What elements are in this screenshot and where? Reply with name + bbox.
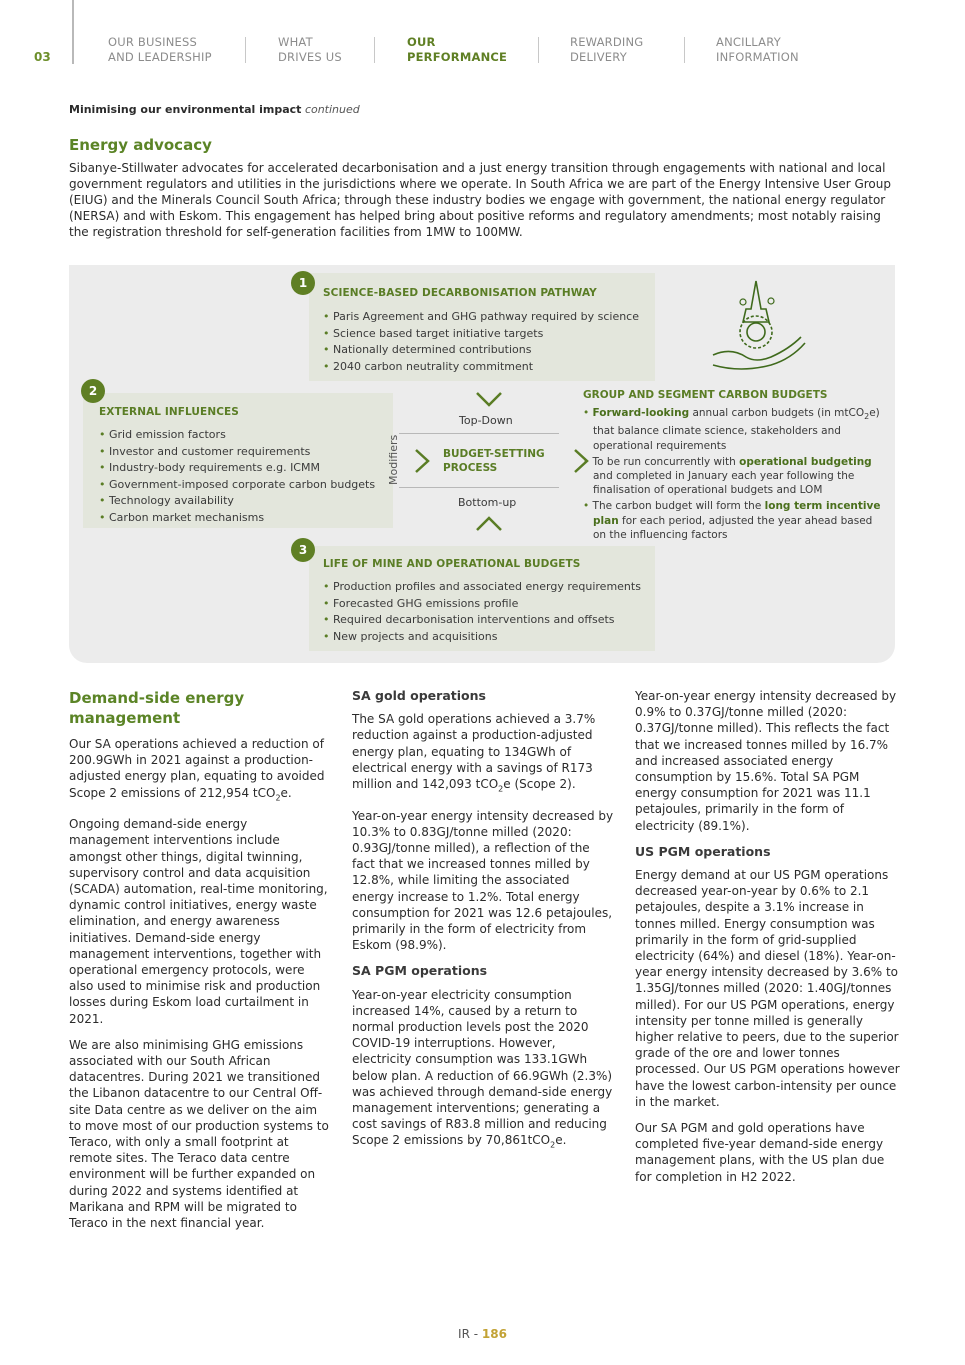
box3-item: • Forecasted GHG emissions profile	[323, 596, 641, 613]
nav-separator	[245, 37, 246, 63]
column-demand-side	[69, 688, 331, 1241]
box1-item: • Paris Agreement and GHG pathway required by science	[323, 309, 639, 326]
box3-item: • Production profiles and associated energy requirements	[323, 579, 641, 596]
box-science-based-pathway	[309, 273, 655, 381]
breadcrumb	[69, 103, 360, 116]
chevron-right-icon	[413, 447, 431, 475]
box1-title: SCIENCE-BASED DECARBONISATION PATHWAY	[323, 287, 597, 299]
breadcrumb-continued: continued	[304, 103, 360, 116]
box3-item: • New projects and acquisitions	[323, 629, 641, 646]
text: e (Scope 2).	[503, 777, 576, 792]
text: Our SA operations achieved a reduction of 200.9GWh in 2021 against a production-adjusted energy plan, equating to avoided Scope 2 emissions of 212,954 tCO	[69, 737, 325, 800]
nav-rewarding-delivery[interactable]	[570, 35, 643, 65]
header-divider-line	[72, 0, 74, 64]
box2-title: EXTERNAL INFLUENCES	[99, 406, 239, 418]
paragraph: Energy demand at our US PGM operations decreased year-on-year by 0.6% to 2.1 petajoules, despite a 3.1% increase in tonnes milled. Energy consumption was primarily in the form of grid-supplied electricity (64%) and diesel (18%). Year-on-year energy intensity decreased by 3.6% to 1.35GJ/tonnes milled (2020: 1.40GJ/tonnes milled). For our US PGM operations, energy intensity per tonne milled is generally higher relative to peers, due to the superior grade of the ore and lower tonnes processed. Our US PGM operations however have the lowest carbon-intensity per ounce in the market.	[635, 868, 900, 1109]
box2-item: • Investor and customer requirements	[99, 444, 375, 461]
paragraph	[352, 987, 614, 1154]
item-bold: Forward-looking	[592, 407, 690, 419]
item-text: for each period, adjusted the year ahead based on the influencing factors	[593, 514, 873, 541]
divider	[399, 487, 559, 488]
nav-label-line2: DRIVES US	[278, 50, 342, 64]
nav-label-line1: ANCILLARY	[716, 35, 781, 49]
sa-gold-heading: SA gold operations	[352, 688, 486, 703]
text: e.	[555, 1133, 567, 1148]
box1-list	[323, 309, 639, 375]
budget-item	[583, 499, 883, 542]
nav-our-performance[interactable]	[407, 35, 507, 65]
paragraph: Year-on-year energy intensity decreased by 0.9% to 0.37GJ/tonne milled (2020: 0.37GJ/tonne milled). This reflects the fact that we increased tonnes milled by 16.7% and increased associated energy consumption by 15.6%. Total SA PGM energy consumption for 2021 was 11.1 petajoules, primarily in the form of electricity (89.1%).	[635, 689, 897, 833]
box3-item: • Required decarbonisation interventions and offsets	[323, 612, 641, 629]
item-text: e) that balance climate science, stakeholders and operational requirements	[593, 407, 880, 452]
nav-label-line1: REWARDING	[570, 35, 644, 49]
box3-title: LIFE OF MINE AND OPERATIONAL BUDGETS	[323, 558, 581, 570]
box3-list	[323, 579, 641, 645]
budget-item	[583, 406, 883, 453]
box2-item: • Government-imposed corporate carbon budgets	[99, 477, 375, 494]
group-segment-budgets-title: GROUP AND SEGMENT CARBON BUDGETS	[583, 389, 828, 401]
box-life-of-mine-budgets	[309, 546, 655, 651]
step-number-3: 3	[291, 538, 315, 562]
nav-what-drives-us[interactable]	[278, 35, 342, 65]
budget-setting-process-label	[443, 447, 545, 475]
paragraph	[69, 736, 331, 806]
nav-label-line1: OUR	[407, 35, 436, 49]
energy-advocacy-heading: Energy advocacy	[69, 136, 212, 154]
item-bold: long term incentive plan	[593, 500, 881, 527]
carbon-budget-diagram	[69, 265, 895, 663]
page-footer	[0, 1327, 965, 1341]
divider	[399, 433, 559, 434]
chevron-down-icon	[474, 390, 504, 410]
process-line2: PROCESS	[443, 462, 498, 474]
sub: 2	[275, 793, 281, 802]
footer-page-number: 186	[481, 1327, 507, 1341]
nav-label-line1: OUR BUSINESS	[108, 35, 197, 49]
item-text: To be run concurrently with	[592, 455, 740, 468]
budget-item	[583, 455, 883, 498]
box1-item: • Nationally determined contributions	[323, 342, 639, 359]
item-text: The carbon budget will form the	[592, 500, 765, 513]
item-text: and completed in January each year following the finalisation of operational budgets and LOM	[593, 469, 855, 497]
step-number-2: 2	[81, 379, 105, 403]
box1-item: • Science based target initiative targets	[323, 326, 639, 343]
paragraph: Year-on-year energy intensity decreased by 10.3% to 0.83GJ/tonne milled (2020: 0.93GJ/tonne milled), a reflection of the fact that we increased tonnes milled by 12.8%, while limiting the associated energy increase to 1.2%. Total energy consumption for 2021 was 12.6 petajoules, primarily in the form of electricity from Eskom (98.9%).	[352, 808, 614, 953]
box2-item: • Grid emission factors	[99, 427, 375, 444]
chevron-up-icon	[474, 513, 504, 533]
sub: 2	[550, 1140, 556, 1150]
box2-list	[99, 427, 375, 527]
text: e.	[280, 785, 292, 800]
column-us-operations	[635, 688, 900, 1195]
breadcrumb-section: Minimising our environmental impact	[69, 103, 302, 116]
paragraph: Our SA PGM and gold operations have completed five-year demand-side energy management plans, with the US plan due for completion in H2 2022.	[635, 1121, 885, 1184]
footer-prefix: IR -	[458, 1327, 482, 1341]
box2-item: • Industry-body requirements e.g. ICMM	[99, 460, 375, 477]
text: The SA gold operations achieved a 3.7% reduction against a production-adjusted energy plan, equating to 134GWh of electrical energy with a savings of R173 million and 142,093 tCO	[352, 712, 596, 792]
step-number-1: 1	[291, 271, 315, 295]
sa-pgm-heading: SA PGM operations	[352, 963, 488, 979]
sub: 2	[498, 784, 504, 794]
paragraph: We are also minimising GHG emissions associated with our South African datacentres. During 2021 we transitioned the Libanon datacentre to our Central Off-site Data centre as we deliver on the aim to move most of our production systems to Teraco, with only a small footprint at remote sites. The Teraco data centre environment will be further expanded on during 2022 and systems identified at Marikana and RPM will be migrated to Teraco in the next financial year.	[69, 1037, 329, 1231]
modifiers-label: Modifiers	[387, 434, 400, 485]
nav-our-business[interactable]	[108, 35, 212, 65]
globe-hands-eiffel-tower-icon	[701, 277, 811, 377]
demand-side-heading: Demand-side energy management	[69, 689, 245, 727]
item-bold: operational budgeting	[739, 455, 872, 468]
item-text: annual carbon budgets (in mtCO	[689, 407, 865, 419]
box-external-influences	[83, 393, 393, 528]
section-number: 03	[34, 50, 51, 64]
energy-advocacy-body: Sibanye-Stillwater advocates for accelerated decarbonisation and a just energy transition through engagements with national and local government regulators and utilities in the jurisdictions where we operate. In South Africa we are part of the Energy Intensive User Group (EIUG) and the Minerals Council South Africa; through these industry bodies we engage with government, the national energy regulator (NERSA) and with Eskom. This engagement has helped bring about positive reforms and regulatory amendments; most notably raising the registration threshold for self-generation facilities from 1MW to 100MW.	[69, 161, 891, 239]
text: Year-on-year electricity consumption increased 14%, caused by a return to normal production levels post the 2020 COVID-19 interruptions. However, electricity consumption was 133.1GWh below plan. A reduction of 66.9GWh (2.3%) was achieved through demand-side energy management interventions; generating a cost savings of R83.8 million and reducing Scope 2 emissions by 70,861tCO	[352, 987, 613, 1148]
nav-label-line2: PERFORMANCE	[407, 50, 508, 64]
bottom-up-label: Bottom-up	[458, 496, 517, 509]
top-down-label: Top-Down	[459, 414, 513, 427]
column-sa-operations	[352, 688, 614, 1164]
nav-label-line2: AND LEADERSHIP	[108, 50, 212, 64]
group-segment-budgets-list	[583, 406, 883, 544]
nav-separator	[684, 37, 685, 63]
nav-label-line1: WHAT	[278, 35, 313, 49]
nav-ancillary-information[interactable]	[716, 35, 799, 65]
box2-item: • Carbon market mechanisms	[99, 510, 375, 527]
nav-separator	[538, 37, 539, 63]
box1-item: • 2040 carbon neutrality commitment	[323, 359, 639, 376]
nav-separator	[374, 37, 375, 63]
nav-label-line2: INFORMATION	[716, 50, 799, 64]
us-pgm-heading: US PGM operations	[635, 843, 771, 859]
nav-label-line2: DELIVERY	[570, 50, 627, 64]
item-sub: 2	[864, 412, 870, 422]
paragraph: Ongoing demand-side energy management interventions include amongst other things, digital twinning, supervisory control and data acquisition (SCADA) automation, real-time monitoring, dynamic control initiatives, energy waste elimination, and energy awareness initiatives. Demand-side energy management interventions, together with operational emergency protocols, were also used to minimise risk and production losses during Eskom load curtailment in 2021.	[69, 817, 328, 1026]
paragraph	[352, 711, 614, 797]
process-line1: BUDGET-SETTING	[443, 448, 545, 460]
box2-item: • Technology availability	[99, 493, 375, 510]
